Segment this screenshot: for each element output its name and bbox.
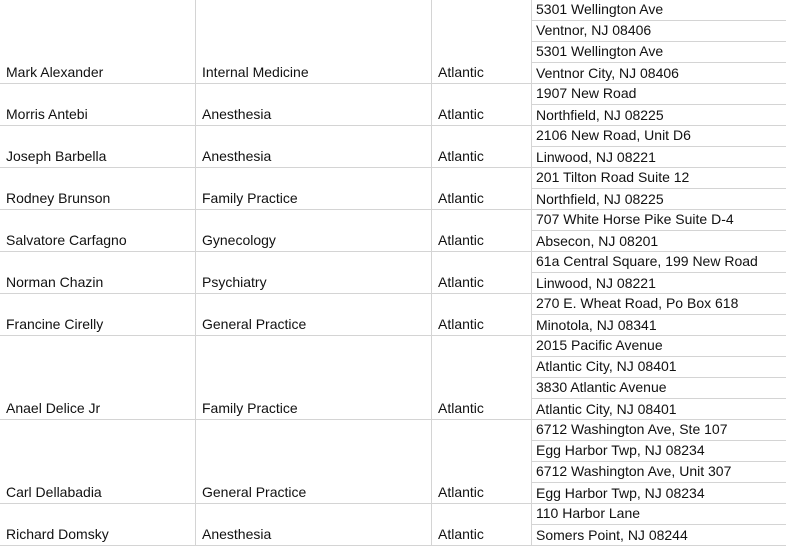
address-line: 110 Harbor Lane (532, 504, 786, 525)
cell-name[interactable]: Morris Antebi (0, 84, 196, 126)
address-line: Linwood, NJ 08221 (536, 149, 656, 165)
cell-county[interactable]: Atlantic (432, 0, 532, 84)
address-line: 707 White Horse Pike Suite D-4 (532, 210, 786, 231)
address-line: 61a Central Square, 199 New Road (532, 252, 786, 273)
cell-address[interactable] (532, 0, 786, 84)
address-line: Egg Harbor Twp, NJ 08234 (536, 485, 705, 501)
cell-county[interactable]: Atlantic (432, 126, 532, 168)
address-line: 2106 New Road, Unit D6 (532, 126, 786, 147)
address-line: Somers Point, NJ 08244 (536, 527, 688, 543)
address-line: Atlantic City, NJ 08401 (536, 401, 677, 417)
cell-name[interactable]: Anael Delice Jr (0, 336, 196, 420)
cell-name[interactable]: Norman Chazin (0, 252, 196, 294)
address-line: Minotola, NJ 08341 (536, 317, 657, 333)
address-line: 5301 Wellington Ave (532, 0, 786, 21)
cell-county[interactable]: Atlantic (432, 504, 532, 546)
cell-county[interactable]: Atlantic (432, 420, 532, 504)
cell-address[interactable] (532, 252, 786, 294)
address-line: 270 E. Wheat Road, Po Box 618 (532, 294, 786, 315)
address-line: 3830 Atlantic Avenue (532, 378, 786, 399)
cell-county[interactable]: Atlantic (432, 336, 532, 420)
cell-county[interactable]: Atlantic (432, 168, 532, 210)
cell-address[interactable] (532, 210, 786, 252)
address-line: 201 Tilton Road Suite 12 (532, 168, 786, 189)
address-line: 1907 New Road (532, 84, 786, 105)
cell-address[interactable] (532, 126, 786, 168)
address-line: Linwood, NJ 08221 (536, 275, 656, 291)
cell-specialty[interactable]: General Practice (196, 420, 432, 504)
cell-address[interactable] (532, 336, 786, 420)
cell-name[interactable]: Salvatore Carfagno (0, 210, 196, 252)
cell-specialty[interactable]: Gynecology (196, 210, 432, 252)
address-line: Northfield, NJ 08225 (536, 107, 664, 123)
cell-specialty[interactable]: Psychiatry (196, 252, 432, 294)
cell-county[interactable]: Atlantic (432, 294, 532, 336)
cell-specialty[interactable]: Internal Medicine (196, 0, 432, 84)
cell-county[interactable]: Atlantic (432, 252, 532, 294)
address-line: 5301 Wellington Ave (532, 42, 786, 63)
cell-address[interactable] (532, 168, 786, 210)
cell-name[interactable]: Rodney Brunson (0, 168, 196, 210)
cell-address[interactable] (532, 420, 786, 504)
cell-specialty[interactable]: Anesthesia (196, 504, 432, 546)
address-line: Absecon, NJ 08201 (536, 233, 659, 249)
cell-specialty[interactable]: General Practice (196, 294, 432, 336)
address-line: 6712 Washington Ave, Unit 307 (532, 462, 786, 483)
cell-address[interactable] (532, 84, 786, 126)
cell-name[interactable]: Joseph Barbella (0, 126, 196, 168)
cell-address[interactable] (532, 504, 786, 546)
address-line: 6712 Washington Ave, Ste 107 (532, 420, 786, 441)
cell-county[interactable]: Atlantic (432, 210, 532, 252)
address-line: Atlantic City, NJ 08401 (532, 357, 786, 378)
cell-name[interactable]: Carl Dellabadia (0, 420, 196, 504)
cell-specialty[interactable]: Family Practice (196, 168, 432, 210)
cell-specialty[interactable]: Anesthesia (196, 84, 432, 126)
cell-name[interactable]: Francine Cirelly (0, 294, 196, 336)
address-line: Ventnor, NJ 08406 (532, 21, 786, 42)
cell-name[interactable]: Richard Domsky (0, 504, 196, 546)
address-line: 2015 Pacific Avenue (532, 336, 786, 357)
cell-address[interactable] (532, 294, 786, 336)
address-line: Egg Harbor Twp, NJ 08234 (532, 441, 786, 462)
cell-county[interactable]: Atlantic (432, 84, 532, 126)
address-line: Ventnor City, NJ 08406 (536, 65, 679, 81)
cell-specialty[interactable]: Family Practice (196, 336, 432, 420)
cell-name[interactable]: Mark Alexander (0, 0, 196, 84)
address-line: Northfield, NJ 08225 (536, 191, 664, 207)
cell-specialty[interactable]: Anesthesia (196, 126, 432, 168)
